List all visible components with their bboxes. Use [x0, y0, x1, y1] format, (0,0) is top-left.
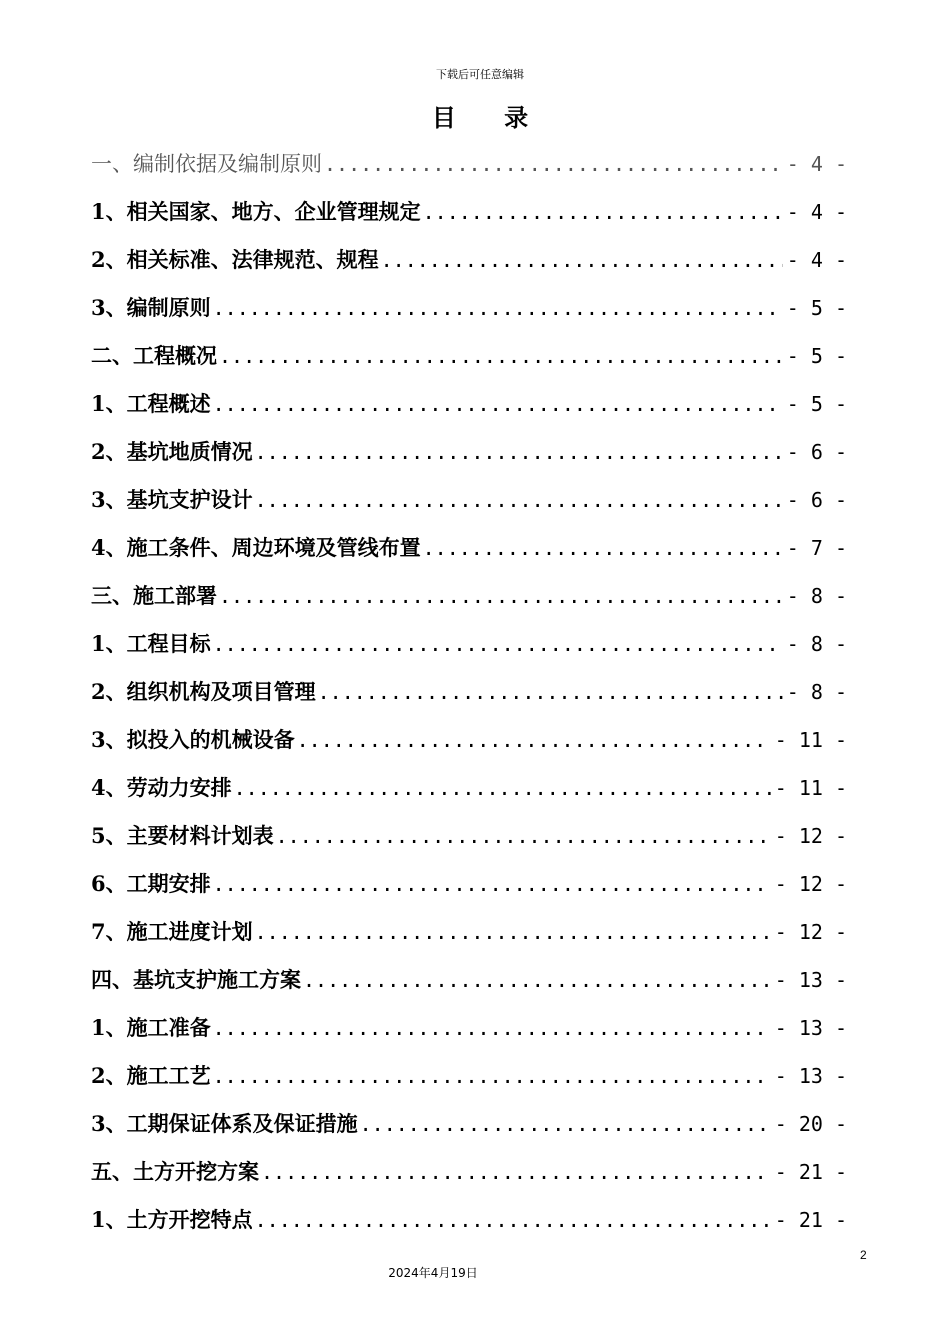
toc-entry-page: - 21 -: [774, 1160, 847, 1184]
toc-entry-page: - 8 -: [786, 680, 847, 704]
toc-entry-label: 二、工程概况: [91, 343, 217, 368]
toc-entry-label: 2、组织机构及项目管理: [91, 679, 316, 704]
toc-leader-dots: [219, 575, 783, 617]
toc-entry-label: 1、工程概述: [91, 391, 211, 416]
toc-entry-page: - 6 -: [786, 440, 847, 464]
toc-entry[interactable]: [91, 479, 847, 527]
toc-entry-label: 2、相关标准、法律规范、规程: [91, 247, 379, 272]
toc-entry-page: - 4 -: [786, 200, 847, 224]
toc-leader-dots: [423, 191, 783, 233]
toc-entry-label: 3、编制原则: [91, 295, 211, 320]
toc-entry[interactable]: [91, 1151, 847, 1199]
toc-entry[interactable]: [91, 1007, 847, 1055]
toc-leader-dots: [324, 143, 783, 185]
toc-entry[interactable]: [91, 671, 847, 719]
toc-leader-dots: [276, 815, 771, 857]
toc-entry-page: - 4 -: [786, 248, 847, 272]
toc-leader-dots: [381, 239, 783, 281]
toc-entry-page: - 13 -: [774, 1016, 847, 1040]
toc-entry[interactable]: [91, 1103, 847, 1151]
toc-leader-dots: [219, 335, 783, 377]
toc-entry-label: 4、施工条件、周边环境及管线布置: [91, 535, 421, 560]
toc-leader-dots: [213, 863, 771, 905]
toc-entry-label: 1、施工准备: [91, 1015, 211, 1040]
toc-entry-label: 6、工期安排: [91, 871, 211, 896]
toc-entry[interactable]: [91, 863, 847, 911]
toc-entry-page: - 12 -: [774, 920, 847, 944]
page-title: 目 录: [431, 103, 549, 132]
toc-entry-page: - 13 -: [774, 1064, 847, 1088]
toc-leader-dots: [255, 1199, 771, 1241]
toc-leader-dots: [255, 911, 771, 953]
toc-entry[interactable]: [91, 623, 847, 671]
toc-leader-dots: [213, 1007, 771, 1049]
toc-entry[interactable]: [91, 719, 847, 767]
toc-leader-dots: [297, 719, 771, 761]
toc-entry-page: - 4 -: [786, 152, 847, 176]
toc-entry-label: 2、施工工艺: [91, 1063, 211, 1088]
toc-entry-label: 7、施工进度计划: [91, 919, 253, 944]
toc-leader-dots: [234, 767, 771, 809]
toc-leader-dots: [213, 383, 783, 425]
toc-entry-page: - 21 -: [774, 1208, 847, 1232]
toc-entry[interactable]: [91, 1199, 847, 1247]
toc-leader-dots: [360, 1103, 771, 1145]
toc-entry[interactable]: [91, 239, 847, 287]
toc-entry-label: 五、土方开挖方案: [91, 1159, 259, 1184]
toc-entry-page: - 5 -: [786, 344, 847, 368]
toc-entry-label: 2、基坑地质情况: [91, 439, 253, 464]
toc-leader-dots: [213, 1055, 771, 1097]
toc-entry-page: - 11 -: [774, 728, 847, 752]
toc-entry-label: 四、基坑支护施工方案: [91, 967, 301, 992]
toc-entry-label: 1、工程目标: [91, 631, 211, 656]
toc-leader-dots: [213, 623, 783, 665]
toc-entry-page: - 11 -: [774, 776, 847, 800]
toc-entry-page: - 13 -: [774, 968, 847, 992]
toc-entry-label: 3、拟投入的机械设备: [91, 727, 295, 752]
toc-entry[interactable]: [91, 335, 847, 383]
toc-leader-dots: [303, 959, 771, 1001]
toc-entry[interactable]: [91, 143, 847, 191]
page-number: 2: [860, 1248, 867, 1262]
toc-leader-dots: [423, 527, 783, 569]
toc-entry-label: 3、工期保证体系及保证措施: [91, 1111, 358, 1136]
toc-entry-page: - 5 -: [786, 296, 847, 320]
toc-entry[interactable]: [91, 287, 847, 335]
toc-entry-page: - 8 -: [786, 584, 847, 608]
toc-leader-dots: [318, 671, 783, 713]
toc-entry-label: 3、基坑支护设计: [91, 487, 253, 512]
toc-entry-page: - 6 -: [786, 488, 847, 512]
toc-leader-dots: [213, 287, 783, 329]
toc-entry-page: - 12 -: [774, 824, 847, 848]
toc-entry-label: 4、劳动力安排: [91, 775, 232, 800]
toc-entry-label: 三、施工部署: [91, 583, 217, 608]
toc-leader-dots: [255, 479, 783, 521]
toc-entry[interactable]: [91, 191, 847, 239]
toc-entry[interactable]: [91, 1055, 847, 1103]
toc-entry-page: - 12 -: [774, 872, 847, 896]
table-of-contents: [91, 143, 847, 1247]
toc-leader-dots: [261, 1151, 771, 1193]
toc-entry[interactable]: [91, 383, 847, 431]
toc-leader-dots: [255, 431, 783, 473]
toc-entry-label: 一、编制依据及编制原则: [91, 152, 322, 176]
toc-entry-page: - 7 -: [786, 536, 847, 560]
toc-entry[interactable]: [91, 911, 847, 959]
toc-entry-label: 1、土方开挖特点: [91, 1207, 253, 1232]
toc-entry-label: 1、相关国家、地方、企业管理规定: [91, 199, 421, 224]
toc-entry-page: - 20 -: [774, 1112, 847, 1136]
toc-entry-label: 5、主要材料计划表: [91, 823, 274, 848]
toc-entry-page: - 5 -: [786, 392, 847, 416]
toc-entry[interactable]: [91, 815, 847, 863]
toc-entry[interactable]: [91, 767, 847, 815]
toc-entry[interactable]: [91, 959, 847, 1007]
toc-entry[interactable]: [91, 431, 847, 479]
header-note: 下载后可任意编辑: [436, 68, 524, 81]
toc-entry[interactable]: [91, 575, 847, 623]
toc-entry-page: - 8 -: [786, 632, 847, 656]
toc-entry[interactable]: [91, 527, 847, 575]
footer-date: 2024年4月19日: [388, 1266, 478, 1280]
